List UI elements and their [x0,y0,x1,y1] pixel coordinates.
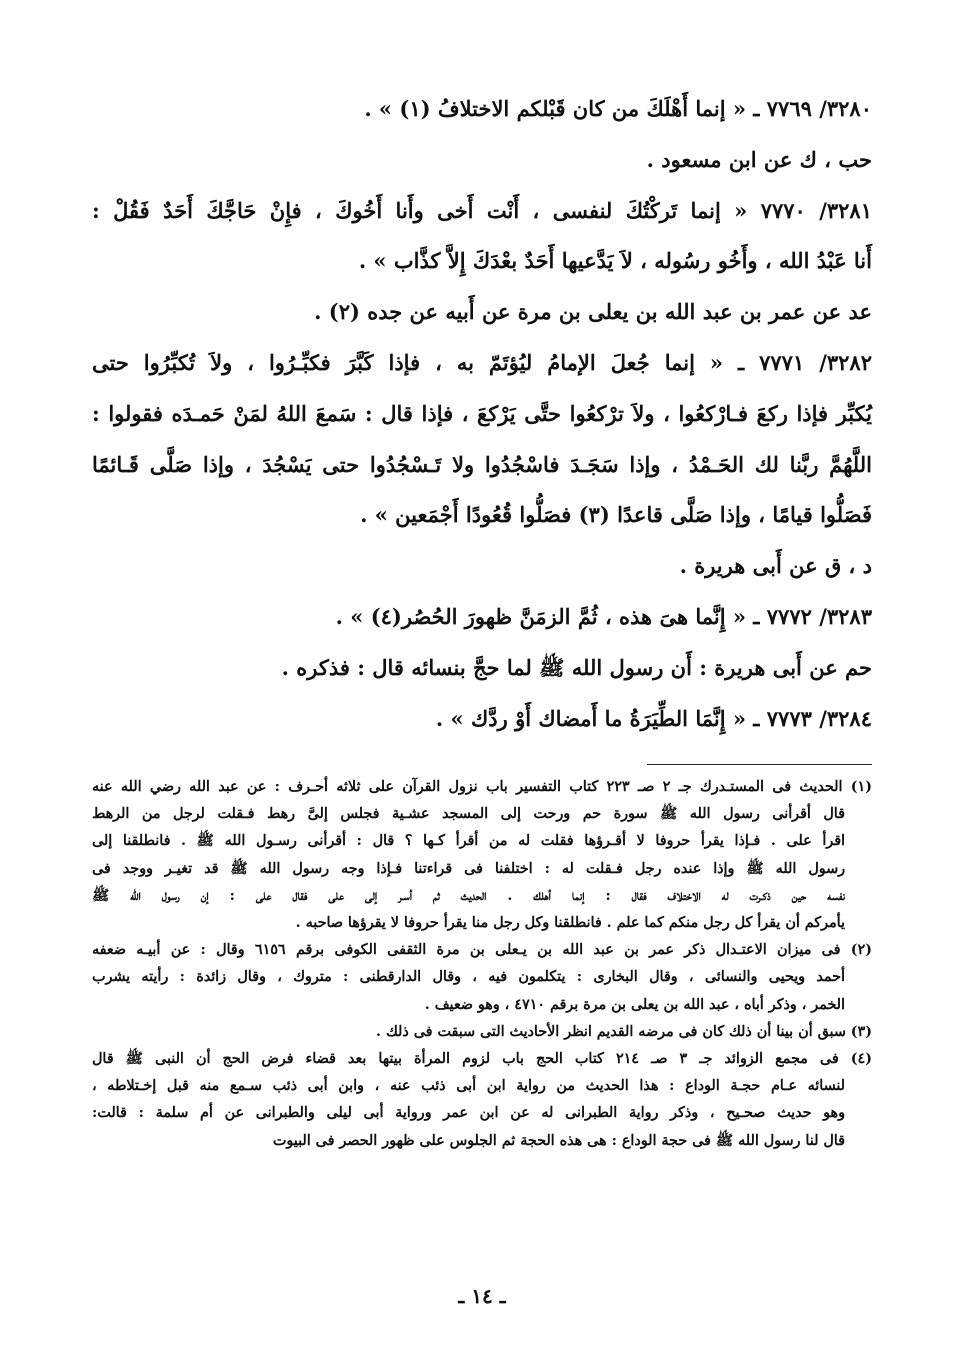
footnote-1-line-1: (١) الحديث فى المستـدرك جـ ٢ صـ ٢٢٣ كتاب التفسير باب نزول القرآن على ثلاثه أحـرف : عن عبد الله رضي الله عنه [92,779,872,795]
hadith-3281-line-2: أَنا عَبْدُ الله ، وأَخُو رسُوله ، لاَ يَدَّعيها أَحَدٌ بعْدَكَ إِلاَّ كذَّاب » . [358,248,872,274]
hadith-3282-line-3: اللَّهُمَّ ربَّنا لك الحَـمْدُ ، وإذا سَجَـدَ فاسْجُدُوا ولا تَـسْجُدُوا حتى يَسْجُدَ ، وإذا صَلَّى قَـائمًا [92,451,872,477]
hadith-3284: ٣٢٨٤/ ٧٧٧٣ ـ « إِنَّمَا الطِّيَرَةُ ما أَمضاك أَوْ ردَّك » . [435,705,872,731]
source-3283: حم عن أَبى هريرة : أَن رسول الله ﷺ لما حجَّ بنسائه قال : فذكره . [281,654,872,680]
hadith-3280: ٣٢٨٠/ ٧٧٦٩ ـ « إنما أَهْلَكَ من كان قَبْلكم الاختلافُ (١) » . [364,96,872,121]
hadith-3283: ٣٢٨٣/ ٧٧٧٢ ـ « إِنَّما هىَ هذه ، ثُمَّ الزمَنَّ ظهورَ الحُصُر(٤) » . [335,603,872,629]
hadith-3282-line-2: يُكبِّر فإذا ركعَ فـارْكعُوا ، ولاَ ترْكعُوا حتَّى يَرْكعَ ، فإذا قال : سَمعَ اللهُ لمَنْ حَمـدَه فقولوا : [92,400,872,426]
footnote-1-line-6: يأمركم أن يقرأ كل رجل منكم كما علم . فانطلقنا وكل رجل منا يقرأ حروفا لا يقرؤها صاحبه . [295,915,845,932]
footnote-1-line-3: اقرأ على . فـإذا يقرأ حروفا لا أقـرؤها فقلت له من أقرأ كـها ؟ قال : أقرأنى رسـول الله ﷺ . فانطلقنا إلى [92,833,845,850]
footnote-3: (٣) سبق أن بينا أن ذلك كان فى مرضه القديم انظر الأحاديث التى سبقت فى ذلك . [376,1023,872,1040]
footnote-1-line-5: نفسه حين ذكـرت له الاختلاف فقال : إنما أهلك . الحديث ثم أسـر إلى على فقال على : إن رسول الله ﷺ [92,887,845,904]
footnote-2-line-1: (٢) فى ميزان الاعتـدال ذكر عمر بن عبد الله بن يـعلى بن مرة الثقفى الكوفى برقم ٦١٥٦ وقال : عن أبيـه ضعفه [92,942,872,959]
page-number: ـ ١٤ ـ [458,1284,506,1308]
footnote-1-line-2: قال أقرأنى رسول الله ﷺ سورة حم ورحت إلى المسجد عشـية فجلس إلىَّ رهط فـقلت لرجل من الرهط [92,806,845,823]
footnote-4-line-2: لنسائه عـام حجـة الوداع : هذا الحديث من رواية ابن أبى ذئب عنه ، وابن أبى ذئب سـمع منه قبل إخـتلاطه ، [92,1078,845,1095]
footnote-4-line-1: (٤) فى مجمع الزوائد جـ ٣ صـ ٢١٤ كتاب الحج باب لزوم المرأة بيتها بعد قضاء فرض الحج أن النبى ﷺ قال [92,1051,872,1068]
source-3281: عد عن عمر بن عبد الله بن يعلى بن مرة عن أَبيه عن جده (٢) . [314,299,872,325]
source-3280: حب ، ك عن ابن مسعود . [646,146,872,172]
footnote-2-line-2: أحمد ويحيى والنسائى ، وقال البخارى : يتكلمون فيه ، وقال الدارقطنى : متروك ، وقال زائدة : رأيته يشرب [92,969,845,986]
source-3282: د ، ق عن أَبى هريرة . [679,553,872,579]
hadith-3281-line-1: ٣٢٨١/ ٧٧٧٠ « إنما تَركْتُكَ لنفسى ، أَنْت أَخى وأَنا أَخُوكَ ، فإِنْ حَاجَّكَ أَحَدٌ فَقُلْ : [92,197,872,223]
footnote-divider [647,764,872,765]
footnote-4-line-4: قال لنا رسول الله ﷺ فى حجة الوداع : هى هذه الحجة ثم الجلوس على ظهور الحصر فى البيوت [272,1132,845,1149]
footnote-1-line-4: رسول الله ﷺ وإذا عنده رجل فـقلت له : اختلفنا فى قراءتنا فـإذا وجه رسول الله ﷺ قد تغيـر ووجد فى [92,860,845,877]
footnote-4-line-3: وهو حديث صحـيح ، وذكر رواية الطبرانى له عن ابن عمر ورواية أبى ليلى والطبرانى عن أم سلمة : قالت: [92,1105,845,1122]
footnotes [92,774,872,1155]
hadith-body [92,84,872,744]
footnote-2-line-3: الخمر ، وذكر أباه ، عبد الله بن يعلى بن مرة برقم ٤٧١٠ ، وهو ضعيف . [424,996,845,1013]
hadith-3282-line-4: فَصَلُّوا قيامًا ، وإذا صَلَّى قاعدًا (٣) فصَلُّوا قُعُودًا أَجْمَعين » . [360,502,872,528]
hadith-3282-line-1: ٣٢٨٢/ ٧٧٧١ ـ « إنما جُعلَ الإمامُ ليُؤتَمّ به ، فإذا كَبَّرَ فكبِّـرُوا ، ولاَ تُكبِّرُوا حتى [92,349,872,375]
